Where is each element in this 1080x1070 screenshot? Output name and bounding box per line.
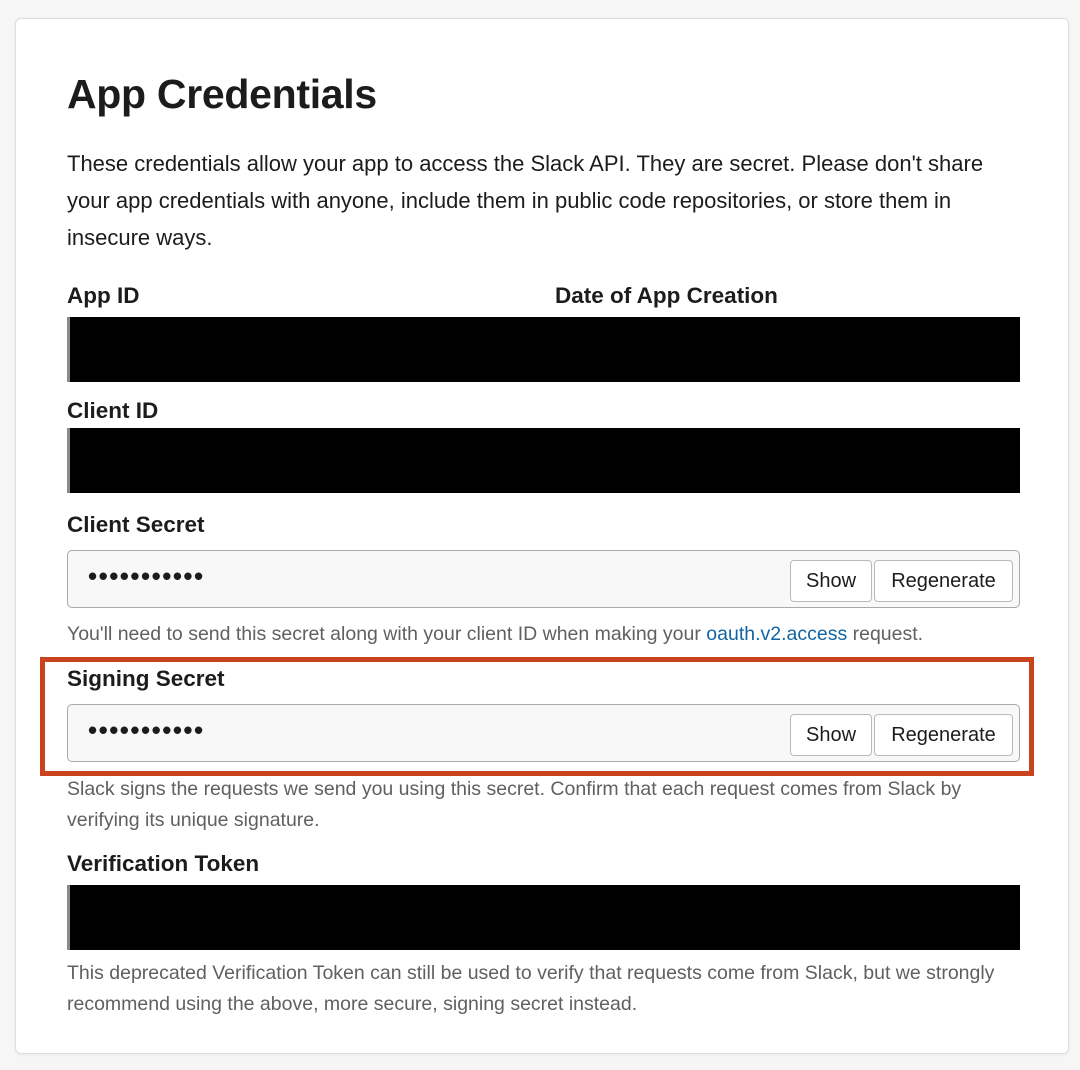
- signing-secret-masked-value: •••••••••••: [88, 715, 205, 745]
- signing-secret-label: Signing Secret: [67, 666, 225, 691]
- client-secret-hint-text: You'll need to send this secret along with your client ID when making your: [67, 623, 707, 645]
- app-id-label: App ID: [67, 283, 140, 308]
- credentials-description: These credentials allow your app to access the Slack API. They are secret. Please don't share your app credentials with anyone, include them in public code repositories, or store them in insecure ways.: [67, 151, 984, 250]
- client-id-redacted-value: [67, 428, 1020, 493]
- page-title: App Credentials: [67, 71, 377, 117]
- date-of-app-creation-label: Date of App Creation: [555, 283, 778, 308]
- verification-token-hint: This deprecated Verification Token can still be used to verify that requests come from Slack, but we strongly recommend using the above, more secure, signing secret instead.: [67, 962, 995, 1015]
- signing-secret-show-button[interactable]: Show: [790, 714, 872, 756]
- client-secret-masked-value: •••••••••••: [88, 561, 205, 591]
- client-secret-label: Client Secret: [67, 512, 205, 537]
- client-secret-hint: [67, 619, 1037, 650]
- client-secret-hint-suffix: request.: [847, 623, 924, 645]
- client-secret-regenerate-button[interactable]: Regenerate: [874, 560, 1013, 602]
- verification-token-redacted-value: [67, 885, 1020, 950]
- app-credentials-card: [15, 18, 1069, 1054]
- signing-secret-regenerate-button[interactable]: Regenerate: [874, 714, 1013, 756]
- client-secret-field: [67, 550, 1020, 608]
- app-id-redacted-value: [67, 317, 1020, 382]
- client-id-label: Client ID: [67, 398, 159, 423]
- signing-secret-hint: Slack signs the requests we send you using this secret. Confirm that each request comes from Slack by verifying its unique signature.: [67, 778, 962, 831]
- signing-secret-highlight-box: [40, 657, 1034, 776]
- client-secret-show-button[interactable]: Show: [790, 560, 872, 602]
- oauth-v2-access-link[interactable]: oauth.v2.access: [706, 623, 848, 645]
- verification-token-label: Verification Token: [67, 851, 260, 876]
